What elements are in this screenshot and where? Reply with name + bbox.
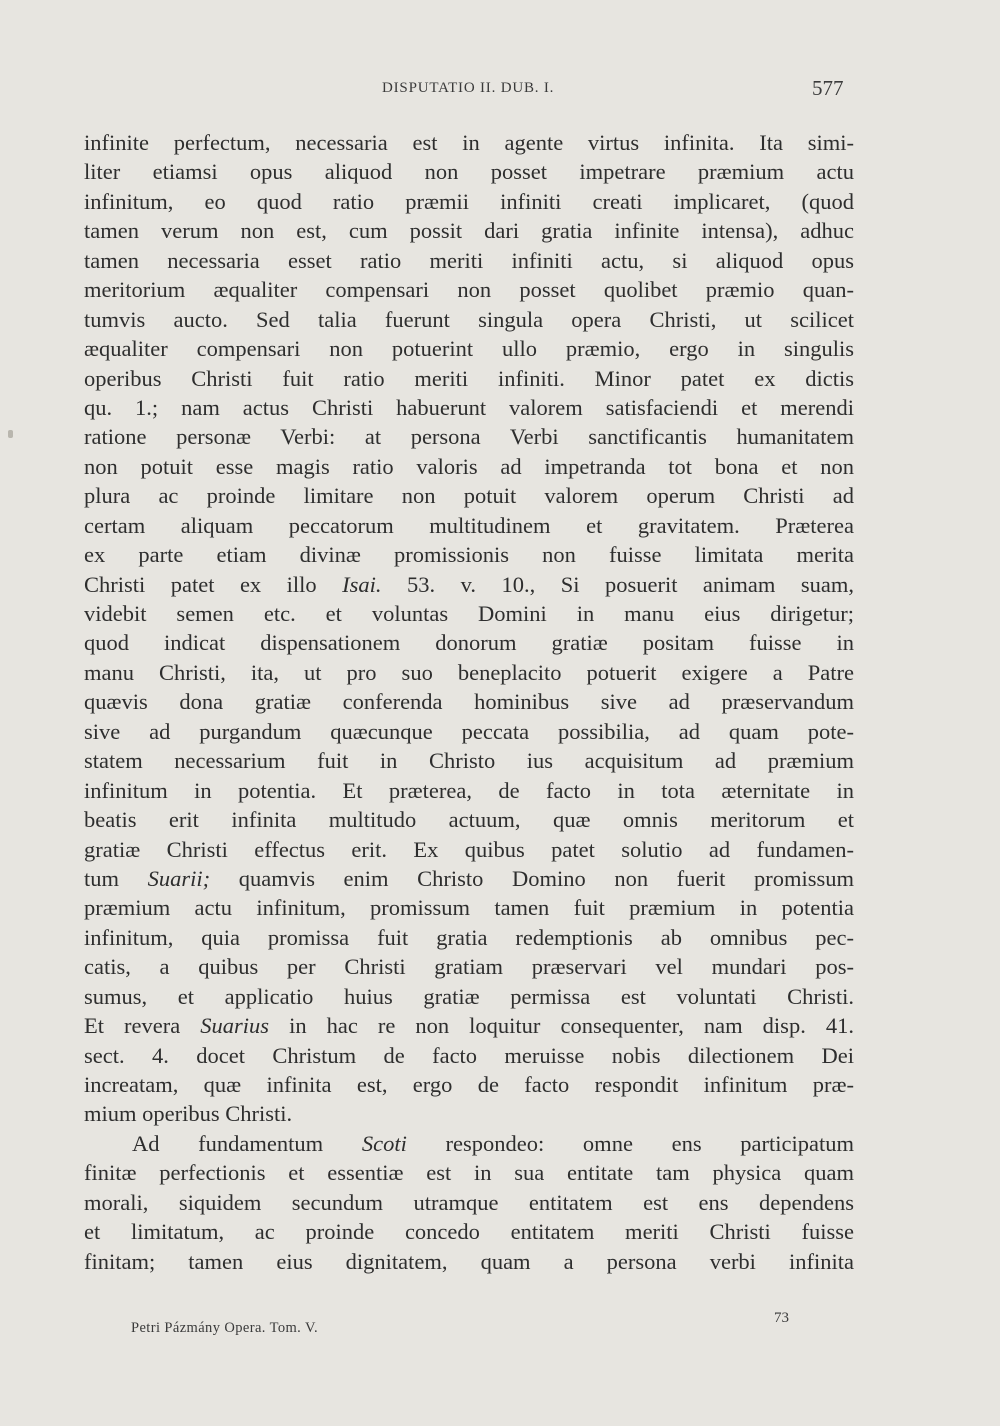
text-segment: certam aliquam peccatorum multitudinem et gravitatem. Præterea <box>84 512 854 538</box>
text-line <box>84 952 854 981</box>
text-segment: videbit semen etc. et voluntas Domini in manu eius dirigetur; <box>84 601 854 626</box>
page-header <box>0 76 1000 106</box>
text-segment: finitæ perfectionis et essentiæ est in sua entitate tam physica quam <box>84 1160 854 1186</box>
text-segment: tum <box>84 865 148 891</box>
text-line <box>84 305 854 334</box>
text-segment: quævis dona gratiæ conferenda hominibus sive ad præservandum <box>84 689 854 715</box>
text-line <box>84 805 854 834</box>
text-line <box>84 334 854 363</box>
text-line <box>84 717 854 746</box>
text-segment: præmium actu infinitum, promissum tamen fuit præmium in potentia <box>84 895 854 921</box>
margin-speck <box>8 430 13 438</box>
text-line <box>84 1129 854 1158</box>
text-line <box>84 1099 854 1128</box>
text-segment: morali, siquidem secundum utramque entitatem est ens dependens <box>84 1189 854 1215</box>
text-line <box>84 687 854 716</box>
italic-citation: Scoti <box>361 1130 407 1156</box>
text-segment: sive ad purgandum quæcunque peccata possibilia, ad quam pote- <box>84 718 854 744</box>
text-segment: ex parte etiam divinæ promissionis non fuisse limitata merita <box>84 542 854 568</box>
text-segment: gratiæ Christi effectus erit. Ex quibus patet solutio ad fundamen- <box>84 836 854 862</box>
text-line <box>84 422 854 451</box>
text-line <box>84 481 854 510</box>
page-footer <box>0 1310 1000 1350</box>
body-text <box>84 128 854 1276</box>
text-line <box>84 628 854 657</box>
text-line <box>84 1247 854 1276</box>
text-line <box>84 246 854 275</box>
text-segment: infinitum, quia promissa fuit gratia redemptionis ab omnibus pec- <box>84 924 854 950</box>
text-line <box>84 599 854 628</box>
text-line <box>84 864 854 893</box>
text-line <box>84 1070 854 1099</box>
text-line <box>84 157 854 186</box>
text-line <box>84 216 854 245</box>
text-line <box>84 835 854 864</box>
running-title: DISPUTATIO II. DUB. I. <box>382 80 555 96</box>
text-segment: quamvis enim Christo Domino non fuerit promissum <box>210 865 854 891</box>
text-line <box>84 1158 854 1187</box>
text-segment: statem necessarium fuit in Christo ius acquisitum ad præmium <box>84 748 854 774</box>
text-line <box>84 1217 854 1246</box>
text-segment: increatam, quæ infinita est, ergo de facto respondit infinitum præ- <box>84 1072 854 1097</box>
text-segment: manu Christi, ita, ut pro suo beneplacito potuerit exigere a Patre <box>84 659 854 685</box>
text-line <box>84 364 854 393</box>
text-segment: tumvis aucto. Sed talia fuerunt singula opera Christi, ut scilicet <box>84 306 854 332</box>
text-line <box>84 511 854 540</box>
text-line <box>84 540 854 569</box>
text-line <box>84 1041 854 1070</box>
text-segment: Et revera <box>84 1013 201 1039</box>
text-segment: tamen verum non est, cum possit dari gratia infinite intensa), adhuc <box>84 218 854 244</box>
italic-citation: Suarii; <box>147 865 211 891</box>
text-segment: operibus Christi fuit ratio meriti infiniti. Minor patet ex dictis <box>84 365 854 391</box>
text-line <box>84 128 854 157</box>
text-segment: beatis erit infinita multitudo actuum, quæ omnis meritorum et <box>84 807 854 833</box>
text-segment: quod indicat dispensationem donorum gratiæ positam fuisse in <box>84 630 854 656</box>
text-segment: liter etiamsi opus aliquod non posset impetrare præmium actu <box>84 159 854 185</box>
text-line <box>84 923 854 952</box>
text-segment: æqualiter compensari non potuerint ullo præmio, ergo in singulis <box>84 336 854 362</box>
text-line <box>84 452 854 481</box>
text-line <box>84 1188 854 1217</box>
text-segment: Ad fundamentum <box>132 1130 362 1156</box>
text-segment: non potuit esse magis ratio valoris ad impetranda tot bona et non <box>84 453 854 479</box>
text-line <box>84 982 854 1011</box>
text-segment: et limitatum, ac proinde concedo entitatem meriti Christi fuisse <box>84 1219 854 1245</box>
text-segment: sumus, et applicatio huius gratiæ permissa est voluntati Christi. <box>84 983 854 1009</box>
italic-citation: Isai. <box>342 571 382 597</box>
text-segment: mium operibus Christi. <box>84 1101 293 1127</box>
text-segment: infinitum in potentia. Et præterea, de facto in tota æternitate in <box>84 777 854 803</box>
page-number: 577 <box>812 76 844 100</box>
text-segment: in hac re non loquitur consequenter, nam disp. 41. <box>269 1013 854 1039</box>
text-line <box>84 746 854 775</box>
text-line <box>84 1011 854 1040</box>
text-segment: meritorium æqualiter compensari non posset quolibet præmio quan- <box>84 277 854 303</box>
text-segment: infinite perfectum, necessaria est in agente virtus infinita. Ita simi- <box>84 130 854 155</box>
text-segment: ratione personæ Verbi: at persona Verbi sanctificantis humanitatem <box>84 424 854 450</box>
text-line <box>84 570 854 599</box>
text-line <box>84 893 854 922</box>
text-line <box>84 658 854 687</box>
text-segment: sect. 4. docet Christum de facto meruisse nobis dilectionem Dei <box>84 1042 854 1068</box>
text-segment: catis, a quibus per Christi gratiam præservari vel mundari pos- <box>84 954 854 980</box>
text-line <box>84 275 854 304</box>
text-segment: qu. 1.; nam actus Christi habuerunt valorem satisfaciendi et merendi <box>84 394 854 420</box>
text-segment: respondeo: omne ens participatum <box>406 1130 854 1156</box>
footer-title: Petri Pázmány Opera. Tom. V. <box>131 1320 318 1336</box>
text-segment: 53. v. 10., Si posuerit animam suam, <box>381 571 854 597</box>
text-segment: infinitum, eo quod ratio præmii infiniti creati implicaret, (quod <box>84 188 854 214</box>
text-segment: plura ac proinde limitare non potuit valorem operum Christi ad <box>84 483 854 509</box>
text-segment: finitam; tamen eius dignitatem, quam a persona verbi infinita <box>84 1248 854 1274</box>
italic-citation: Suarius <box>200 1013 270 1039</box>
text-segment: tamen necessaria esset ratio meriti infiniti actu, si aliquod opus <box>84 247 854 273</box>
text-line <box>84 187 854 216</box>
text-segment: Christi patet ex illo <box>84 571 343 597</box>
text-line <box>84 393 854 422</box>
text-line <box>84 776 854 805</box>
signature-mark: 73 <box>774 1310 789 1326</box>
